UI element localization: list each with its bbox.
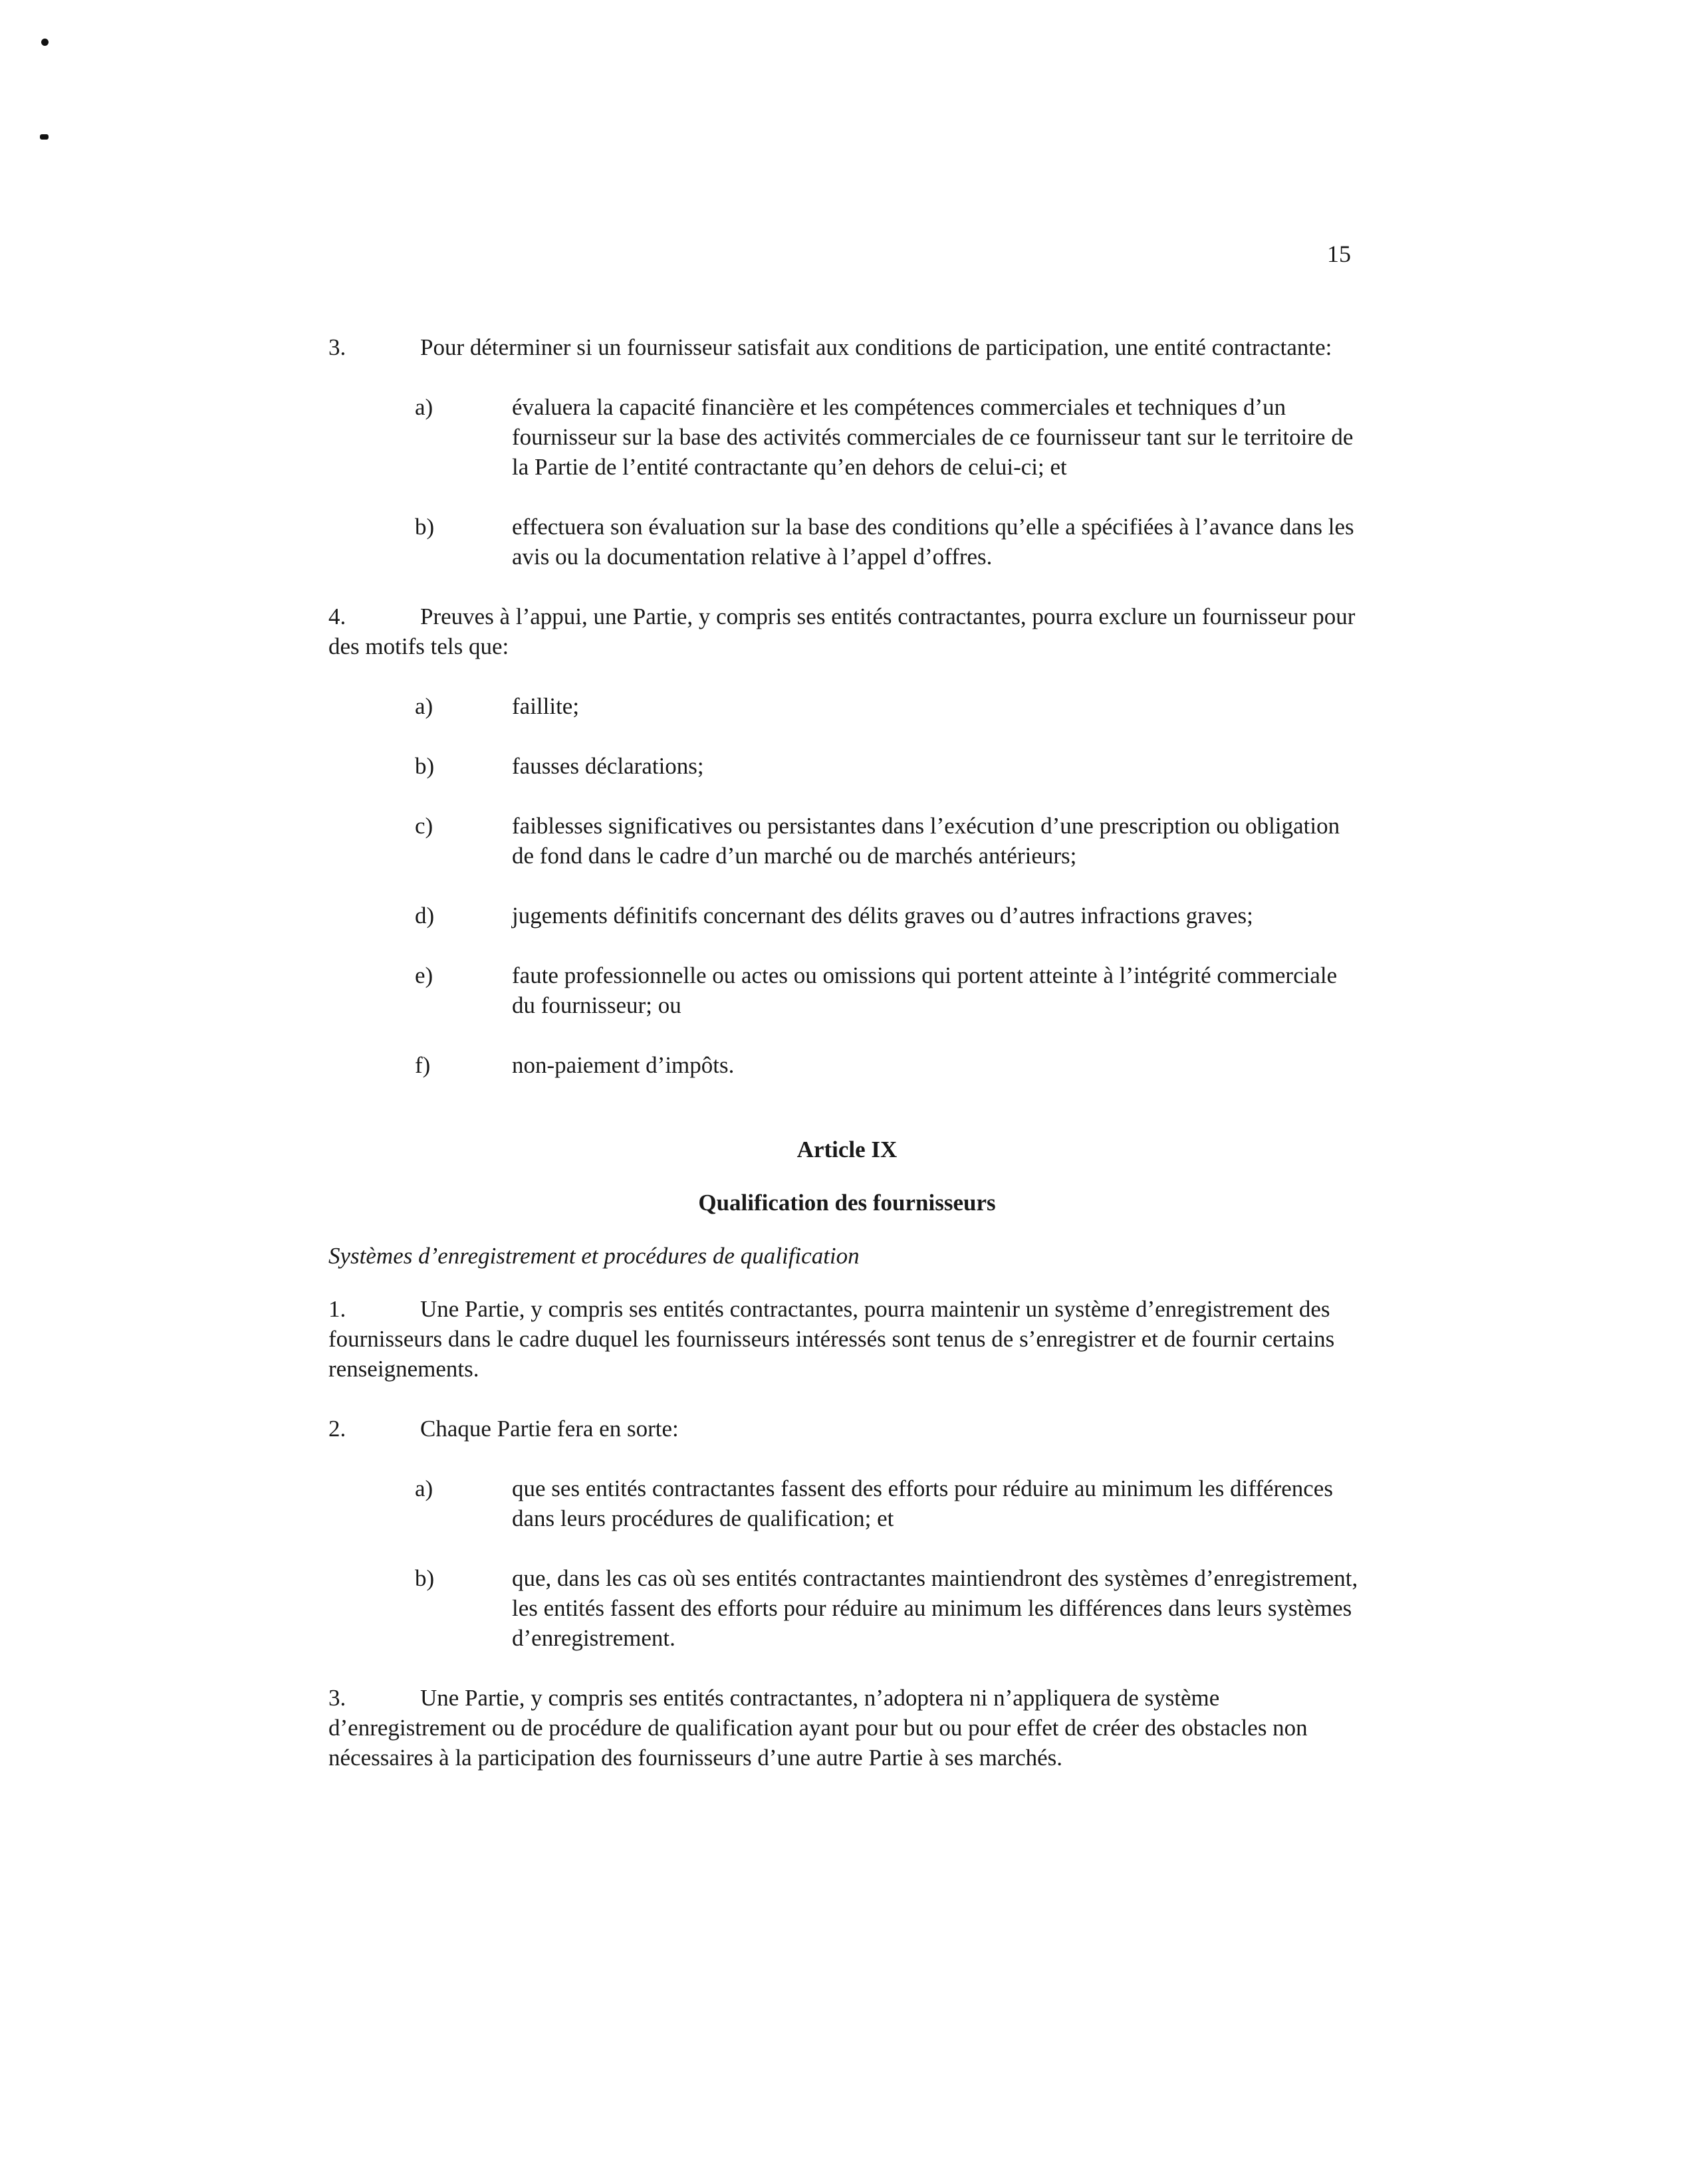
- paragraph-number: 2.: [328, 1416, 346, 1442]
- article-paragraph-2: [328, 1414, 1366, 1444]
- item-text: faiblesses significatives ou persistantes dans l’exécution d’une prescription ou obligation de fond dans le cadre d’un marché ou de marchés antérieurs;: [512, 813, 1340, 869]
- list-item: [328, 751, 1366, 781]
- item-text: que, dans les cas où ses entités contractantes maintiendront des systèmes d’enregistrement, les entités fassent des efforts pour réduire au minimum les différences dans leurs systèmes d’enregistrement.: [512, 1565, 1358, 1651]
- paragraph-text: Une Partie, y compris ses entités contractantes, pourra maintenir un système d’enregistrement des fournisseurs dans le cadre duquel les fournisseurs intéressés sont tenus de s’enregistrer et de fournir certains renseignements.: [328, 1296, 1335, 1382]
- section-subtitle: Systèmes d’enregistrement et procédures de qualification: [328, 1243, 860, 1269]
- item-label: b): [415, 514, 435, 540]
- paragraph-text: Pour déterminer si un fournisseur satisfait aux conditions de participation, une entité contractante:: [420, 334, 1332, 360]
- item-label: f): [415, 1052, 431, 1078]
- item-label: a): [415, 693, 433, 719]
- list-item: [328, 960, 1366, 1020]
- list-item: [328, 392, 1366, 482]
- article-paragraph-2-list: [328, 1474, 1366, 1653]
- paragraph-text: Une Partie, y compris ses entités contractantes, n’adoptera ni n’appliquera de système d’enregistrement ou de procédure de qualification ayant pour but ou pour effet de créer des obstacles non nécessaires à la participation des fournisseurs d’une autre Partie à ses marchés.: [328, 1685, 1308, 1771]
- item-text: non-paiement d’impôts.: [512, 1052, 735, 1078]
- paragraph-number: 1.: [328, 1296, 346, 1322]
- item-text: effectuera son évaluation sur la base des conditions qu’elle a spécifiées à l’avance dans les avis ou la documentation relative à l’appel d’offres.: [512, 514, 1354, 570]
- item-text: que ses entités contractantes fassent des efforts pour réduire au minimum les différences dans leurs procédures de qualification; et: [512, 1475, 1333, 1531]
- scan-dot-mark: [41, 39, 49, 46]
- item-text: faute professionnelle ou actes ou omissions qui portent atteinte à l’intégrité commerciale du fournisseur; ou: [512, 962, 1338, 1018]
- page-number: 15: [1327, 241, 1351, 267]
- paragraph-text: Preuves à l’appui, une Partie, y compris ses entités contractantes, pourra exclure un fournisseur pour des motifs tels que:: [328, 603, 1356, 659]
- article-paragraph-3: [328, 1683, 1366, 1773]
- paragraph-3: [328, 332, 1366, 362]
- list-item: [328, 1050, 1366, 1080]
- item-label: e): [415, 962, 433, 988]
- item-label: a): [415, 394, 433, 420]
- paragraph-text: Chaque Partie fera en sorte:: [420, 1416, 679, 1442]
- item-text: évaluera la capacité financière et les compétences commerciales et techniques d’un fournisseur sur la base des activités commerciales de ce fournisseur tant sur le territoire de la Partie de l’entité contractante qu’en dehors de celui-ci; et: [512, 394, 1354, 480]
- article-title: Article IX: [796, 1137, 898, 1162]
- scan-dash-mark: [40, 134, 49, 140]
- item-label: a): [415, 1475, 433, 1501]
- item-text: fausses déclarations;: [512, 753, 704, 779]
- paragraph-number: 3.: [328, 334, 346, 360]
- list-item: [328, 512, 1366, 572]
- item-label: b): [415, 753, 435, 779]
- paragraph-number: 3.: [328, 1685, 346, 1711]
- item-label: d): [415, 903, 435, 928]
- list-item: [328, 901, 1366, 930]
- paragraph-4: [328, 601, 1366, 661]
- article-paragraph-1: [328, 1294, 1366, 1384]
- item-label: c): [415, 813, 433, 839]
- paragraph-3-list: [328, 392, 1366, 572]
- list-item: [328, 691, 1366, 721]
- item-label: b): [415, 1565, 435, 1591]
- item-text: jugements définitifs concernant des délits graves ou d’autres infractions graves;: [512, 903, 1253, 928]
- list-item: [328, 1474, 1366, 1533]
- list-item: [328, 1563, 1366, 1653]
- list-item: [328, 811, 1366, 871]
- paragraph-4-list: [328, 691, 1366, 1080]
- document-body: [328, 332, 1366, 1802]
- paragraph-number: 4.: [328, 603, 346, 629]
- article-subtitle: Qualification des fournisseurs: [698, 1190, 996, 1216]
- item-text: faillite;: [512, 693, 580, 719]
